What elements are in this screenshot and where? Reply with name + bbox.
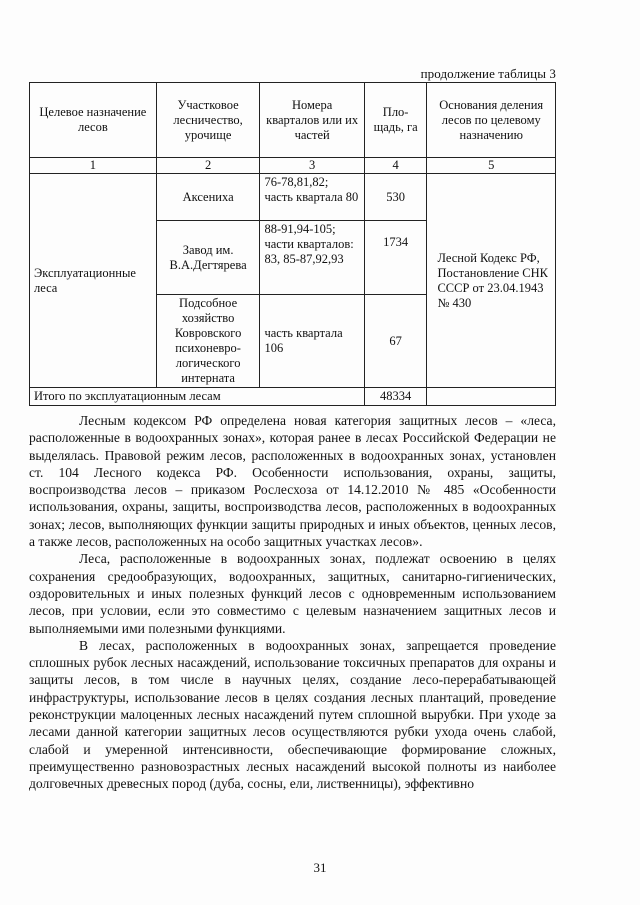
header-purpose: Целевое назначение лесов (30, 83, 157, 158)
purpose-cell: Эксплуатационные леса (30, 174, 157, 388)
forestry-cell: Аксениха (156, 174, 260, 221)
paragraph: Лесным кодексом РФ определена новая категория защитных лесов – «леса, расположенные в водоохранных зонах», которая ранее в лесах Российской Федерации не выделялась. Правовой режим лесов, расположенных в водоохранных зонах, установлен ст. 104 Лесного кодекса РФ. Особенности использования, охраны, защиты, воспроизводства лесов – приказом Рослесхоза от 14.12.2010 № 485 «Особенности использования, охраны, защиты, воспроизводства лесов, расположенных в водоохранных зонах; лесов, выполняющих функции защиты природных и иных объектов, ценных лесов, а также лесов, расположенных на особо защитных участках лесов». (29, 413, 556, 550)
paragraph: Леса, расположенные в водоохранных зонах, подлежат освоению в целях сохранения средообразующих, водоохранных, защитных, санитарно-гигиенических, оздоровительных и иных полезных функций лесов с одновременным использованием лесов, при условии, если это совместимо с целевым назначением защитных лесов и выполняемыми ими полезными функциями. (29, 551, 556, 636)
column-number: 4 (364, 158, 427, 174)
column-number: 3 (260, 158, 364, 174)
page-number: 31 (313, 860, 327, 875)
quarters-cell: часть квартала 106 (260, 295, 364, 388)
forestry-cell: Подсобное хозяйство Ковровского психоневро-логического интерната (156, 295, 260, 388)
column-number: 1 (30, 158, 157, 174)
table-row (30, 174, 556, 221)
header-forestry: Участковое лесничество, урочище (156, 83, 260, 158)
area-cell: 530 (364, 174, 427, 221)
header-area: Пло-щадь, га (364, 83, 427, 158)
column-number: 5 (427, 158, 556, 174)
quarters-cell: 88-91,94-105; части кварталов: 83, 85-87,92,93 (260, 221, 364, 295)
forestry-cell: Завод им. В.А.Дегтярева (156, 221, 260, 295)
table-header-row (30, 83, 556, 158)
forest-purpose-table (29, 82, 556, 406)
body-text (29, 412, 556, 793)
basis-cell: Лесной Кодекс РФ, Постановление СНК СССР от 23.04.1943 № 430 (427, 174, 556, 388)
total-label: Итого по эксплуатационным лесам (30, 388, 365, 406)
header-quarters: Номера кварталов или их частей (260, 83, 364, 158)
table-total-row (30, 388, 556, 406)
total-area: 48334 (364, 388, 427, 406)
total-empty-cell (427, 388, 556, 406)
column-number-row (30, 158, 556, 174)
quarters-cell: 76-78,81,82; часть квартала 80 (260, 174, 364, 221)
area-cell: 67 (364, 295, 427, 388)
table-continuation-label: продолжение таблицы 3 (420, 66, 556, 81)
area-cell: 1734 (364, 221, 427, 295)
header-basis: Основания деления лесов по целевому назначению (427, 83, 556, 158)
column-number: 2 (156, 158, 260, 174)
paragraph: В лесах, расположенных в водоохранных зонах, запрещается проведение сплошных рубок лесных насаждений, использование токсичных препаратов для охраны и защиты лесов, в том числе в научных целях, создание лесо-перерабатывающей инфраструктуры, использование лесов в целях создания лесных плантаций, проведение реконструкции малоценных лесных насаждений путем сплошной вырубки. При уходе за лесами данной категории защитных лесов осуществляются рубки ухода очень слабой, слабой и умеренной интенсивности, обеспечивающие формирование сложных, преимущественно разновозрастных лесных насаждений высокой полноты из наиболее долговечных древесных пород (дуба, сосны, ели, лиственницы), эффективно (29, 637, 556, 792)
